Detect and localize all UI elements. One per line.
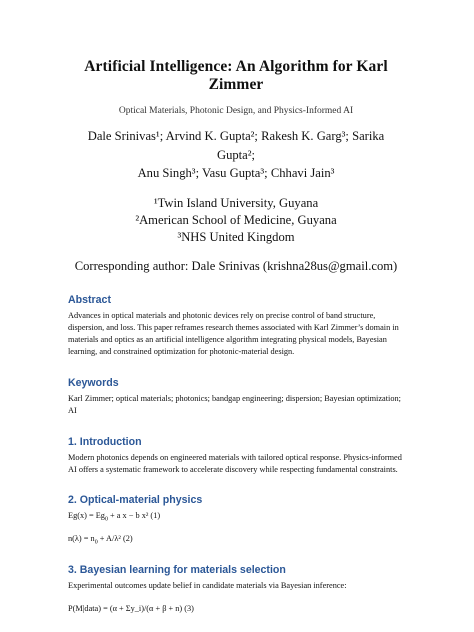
equation-1-subscript: 0 [104, 516, 108, 523]
corresponding-author: Corresponding author: Dale Srinivas (krishna28us@gmail.com) [74, 258, 398, 273]
keywords-heading: Keywords [68, 376, 119, 389]
equation-1 [68, 511, 404, 523]
paper-subtitle: Optical Materials, Photonic Design, and Physics-Informed AI [118, 106, 354, 116]
abstract-heading: Abstract [68, 293, 111, 306]
author-line-2: Anu Singh³; Vasu Gupta³; Chhavi Jain³ [137, 166, 335, 180]
equation-1-lhs: Eg(x) = Eg [68, 510, 105, 520]
affiliations [68, 195, 404, 246]
equation-2-rhs: + A/λ² (2) [97, 534, 133, 544]
abstract-text: Advances in optical materials and photonic devices rely on precise control of band structure, dispersion, and loss. This paper reframes research themes associated with Karl Zimmer’s domain in materials and optics as an artificial intelligence algorithm integrating physical models, Bayesian learning, and constrained optimization for photonic-material design. [68, 310, 399, 356]
physics-heading: 2. Optical-material physics [68, 493, 203, 506]
equation-1-rhs: + a x − b x² (1) [107, 510, 161, 520]
bayesian-text: Experimental outcomes update belief in candidate materials via Bayesian inference: [68, 580, 347, 590]
author-line-1: Dale Srinivas¹; Arvind K. Gupta²; Rakesh K. Garg³; Sarika Gupta²; [87, 129, 385, 162]
equation-2-subscript: 0 [94, 539, 98, 546]
affiliation-1: ¹Twin Island University, Guyana [153, 195, 319, 210]
introduction-heading: 1. Introduction [68, 435, 142, 448]
affiliation-3: ³NHS United Kingdom [177, 229, 295, 244]
equation-2-lhs: n(λ) = n [68, 534, 95, 544]
equation-2 [68, 534, 404, 546]
keywords-text: Karl Zimmer; optical materials; photonics; bandgap engineering; dispersion; Bayesian optimization; AI [68, 393, 401, 415]
author-list [68, 127, 404, 183]
affiliation-2: ²American School of Medicine, Guyana [135, 212, 337, 227]
equation-3: P(M|data) = (α + Σy_i)/(α + β + n) (3) [68, 603, 194, 613]
paper-title: Artificial Intelligence: An Algorithm for Karl Zimmer [84, 58, 388, 93]
introduction-text: Modern photonics depends on engineered materials with tailored optical response. Physics-informed AI offers a systematic framework to accelerate discovery while respecting fundamental constraints. [68, 452, 402, 474]
bayesian-heading: 3. Bayesian learning for materials selection [68, 563, 286, 576]
